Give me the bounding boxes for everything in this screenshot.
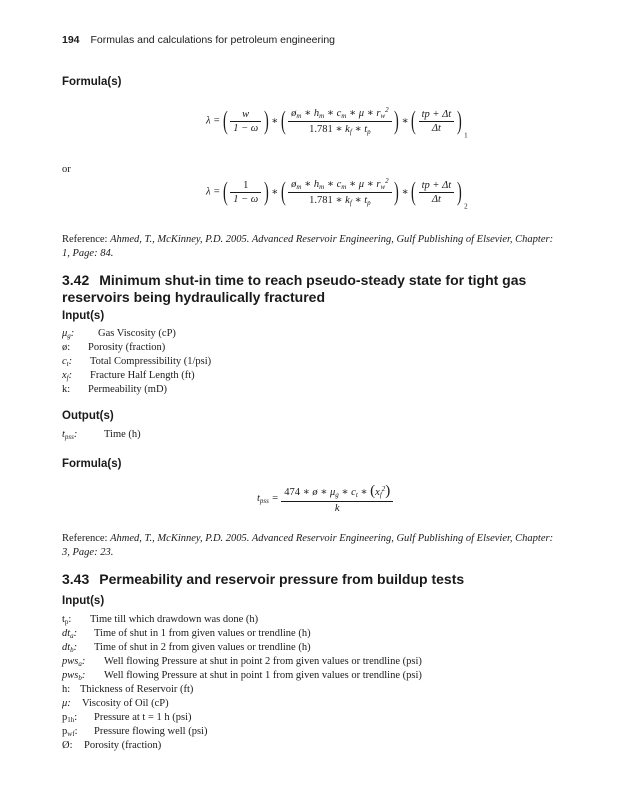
inputs-heading-3-42: Input(s) (62, 310, 105, 322)
page-number: 194 (62, 34, 80, 46)
section-title: Permeability and reservoir pressure from buildup tests (99, 571, 465, 587)
formula-1-frac1-num: w (230, 109, 261, 122)
formula-2-frac2: $\frac{ø_m ∗ h_m ∗ c_m ∗ \mu ∗ r_w^2}{1.781 ∗ k_f ∗ t_p}$ (288, 177, 391, 207)
list-item: $dt_a$: Time of shut in 1 from given values or trendline (h) (62, 628, 311, 640)
formula-2: λ = ( $\frac{1}{1 - \omega}$ ) ∗ ( $\frac{ø_m ∗ h_m ∗ c_m ∗ \mu ∗ r_w^2}{1.781 ∗ k_f ∗ t_p}$ ) ∗ ( $\frac{tp + \Delta t}{\Delta t}$ ) $_2$ (206, 177, 468, 211)
list-item: $t_p$: Time till which drawdown was done (h) (62, 614, 259, 626)
formula-2-op: ∗ (271, 187, 279, 198)
list-item: pws$_b$: Well flowing Pressure at shut in point 1 from given values or trendline (psi) (62, 670, 422, 682)
formula-tpss-den: k (334, 503, 340, 514)
formula-heading-top: Formula(s) (62, 76, 122, 88)
formula-1: λ = ( $\frac{w}{1 - \omega}$ ) ∗ ( $\frac{ø_m ∗ h_m ∗ c_m ∗ \mu ∗ r_w^2}{1.781 ∗ k_f ∗ t_p}$ ) ∗ ( $\frac{tp + \Delta t}{\Delta t}$ ) $_1$ (206, 106, 468, 140)
formula-1-frac3-num: tp + Δt (419, 109, 455, 122)
formula-1-frac1-den: 1 − ω (233, 122, 259, 134)
formula-1-frac2: $\frac{ø_m ∗ h_m ∗ c_m ∗ \mu ∗ r_w^2}{1.781 ∗ k_f ∗ t_p}$ (288, 106, 391, 136)
formula-2-lhs: λ = (206, 186, 221, 198)
list-item: h: Thickness of Reservoir (ft) (62, 684, 194, 695)
formula-2-frac3-num: tp + Δt (419, 180, 455, 193)
list-item: Ø: Porosity (fraction) (62, 740, 162, 751)
formula-1-index: 1 (464, 131, 468, 140)
section-number: 3.43 (62, 571, 90, 587)
formula-2-frac3-den: Δt (431, 193, 441, 205)
section-number: 3.42 (62, 272, 90, 288)
outputs-heading-3-42: Output(s) (62, 410, 114, 422)
list-item: $p_{wf}$: Pressure flowing well (psi) (62, 726, 208, 738)
reference-2: Reference: Ahmed, T., McKinney, P.D. 2005. Advanced Reservoir Engineering, Gulf Publishing of Elsevier, Chapter: 3, Page: 23. (62, 533, 554, 558)
section-title: Minimum shut-in time to reach pseudo-steady state for tight gas reservoirs being hydraulically fractured (62, 272, 527, 305)
formula-2-frac1-num: 1 (230, 180, 261, 193)
list-item: $c_t$: Total Compressibility (1/psi) (62, 356, 212, 368)
formula-1-op: ∗ (271, 116, 279, 127)
or-text: or (62, 164, 71, 175)
formula-tpss: $t_{pss}$ = $\frac{474 ∗ ø ∗ \mu_g ∗ c_t ∗ (x_f^2)}{k}$ (257, 483, 393, 514)
book-title: Formulas and calculations for petroleum engineering (90, 34, 336, 46)
reference-1: Reference: Ahmed, T., McKinney, P.D. 2005. Advanced Reservoir Engineering, Gulf Publishing of Elsevier, Chapter: 1, Page: 84. (62, 234, 554, 259)
list-item: $x_f$: Fracture Half Length (ft) (62, 370, 195, 382)
list-item: $t_{pss}$: Time (h) (62, 429, 141, 441)
section-3-42-heading (62, 272, 542, 306)
inputs-heading-3-43: Input(s) (62, 595, 105, 607)
list-item: pws$_a$: Well flowing Pressure at shut in point 2 from given values or trendline (psi) (62, 656, 422, 668)
list-item: $p_{1h}$: Pressure at t = 1 h (psi) (62, 712, 192, 724)
formula-2-index: 2 (464, 202, 468, 211)
formula-1-lhs: λ = (206, 115, 221, 127)
running-header (62, 34, 335, 46)
list-item: $\mu_g$: Gas Viscosity (cP) (62, 328, 176, 340)
formula-tpss-frac: $\frac{474 ∗ ø ∗ \mu_g ∗ c_t ∗ (x_f^2)}{k}$ (281, 483, 393, 514)
list-item: k: Permeability (mD) (62, 384, 168, 395)
formula-2-frac1-den: 1 − ω (233, 193, 259, 205)
section-3-43-heading (62, 571, 542, 588)
list-item: $dt_b$: Time of shut in 2 from given values or trendline (h) (62, 642, 311, 654)
list-item: ø: Porosity (fraction) (62, 342, 166, 353)
list-item: μ: Viscosity of Oil (cP) (62, 698, 169, 709)
formula-1-frac3-den: Δt (431, 122, 441, 134)
formula-heading-3-42: Formula(s) (62, 458, 122, 470)
reference-2-citation: Ahmed, T., McKinney, P.D. 2005. Advanced Reservoir Engineering, Gulf Publishing of Elsevier, Chapter: 3, Page: 23. (62, 533, 554, 558)
reference-1-citation: Ahmed, T., McKinney, P.D. 2005. Advanced Reservoir Engineering, Gulf Publishing of Elsevier, Chapter: 1, Page: 84. (62, 234, 554, 259)
